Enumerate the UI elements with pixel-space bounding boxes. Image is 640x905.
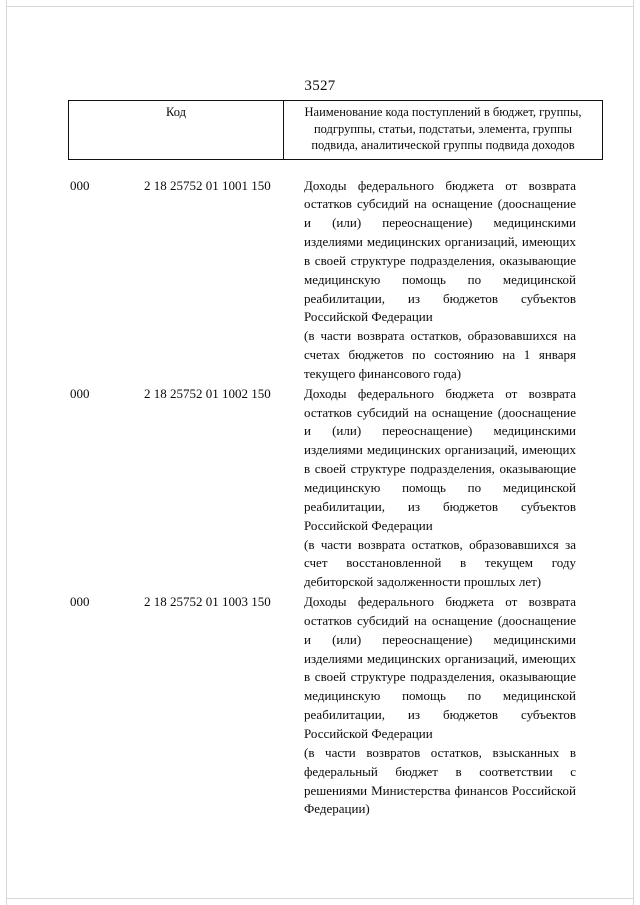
row-description-tail: (в части возврата остатков, образовавшихся за счет восстановленной в текущем году дебиторской задолженности прошлых лет) xyxy=(304,536,576,590)
row-income-code: 2 18 25752 01 1001 150 xyxy=(144,177,271,193)
row-income-code: 2 18 25752 01 1002 150 xyxy=(144,385,271,401)
document-content xyxy=(68,100,582,820)
page-number: 3527 xyxy=(304,78,336,94)
table-row xyxy=(68,177,576,384)
row-description-tail: (в части возвратов остатков, взысканных в федеральный бюджет в соответствии с решениями Министерства финансов Российской Федерации) xyxy=(304,744,576,817)
scan-edge-bottom xyxy=(6,898,634,899)
row-income-code: 2 18 25752 01 1003 150 xyxy=(144,594,271,610)
row-description xyxy=(304,385,576,592)
column-header-name: Наименование кода поступлений в бюджет, группы, подгруппы, статьи, подстатьи, элемента, группы подвида, аналитической группы подвида доходов xyxy=(284,101,603,160)
row-admin-code: 000 xyxy=(70,177,90,193)
row-description-main: Доходы федерального бюджета от возврата остатков субсидий на оснащение (дооснащение и (или) переоснащение) медицинскими изделиями медицинских организаций, имеющих в своей структуре подразделения, оказывающие медицинскую помощь по медицинской реабилитации, из бюджетов субъектов Российской Федерации xyxy=(304,385,576,533)
table-header-row xyxy=(69,101,603,160)
row-description-tail: (в части возврата остатков, образовавшихся на счетах бюджетов по состоянию на 1 января текущего финансового года) xyxy=(304,328,576,381)
table-row xyxy=(68,593,576,819)
row-description xyxy=(304,593,576,819)
row-description-main: Доходы федерального бюджета от возврата остатков субсидий на оснащение (дооснащение и (или) переоснащение) медицинскими изделиями медицинских организаций, имеющих в своей структуре подразделения, оказывающие медицинскую помощь по медицинской реабилитации, из бюджетов субъектов Российской Федерации xyxy=(304,177,576,325)
row-description xyxy=(304,177,576,384)
scan-edge-left xyxy=(6,0,7,905)
column-header-code: Код xyxy=(69,101,284,160)
row-admin-code: 000 xyxy=(70,385,90,401)
scan-edge-right xyxy=(633,0,634,905)
scan-edge-top xyxy=(6,6,634,7)
table-row xyxy=(68,385,576,592)
code-header-table xyxy=(68,100,603,160)
row-admin-code: 000 xyxy=(70,594,90,610)
row-description-main: Доходы федерального бюджета от возврата остатков субсидий на оснащение (дооснащение и (или) переоснащение) медицинскими изделиями медицинских организаций, имеющих в своей структуре подразделения, оказывающие медицинскую помощь по медицинской реабилитации, из бюджетов субъектов Российской Федерации xyxy=(304,594,576,741)
code-rows xyxy=(68,177,576,820)
